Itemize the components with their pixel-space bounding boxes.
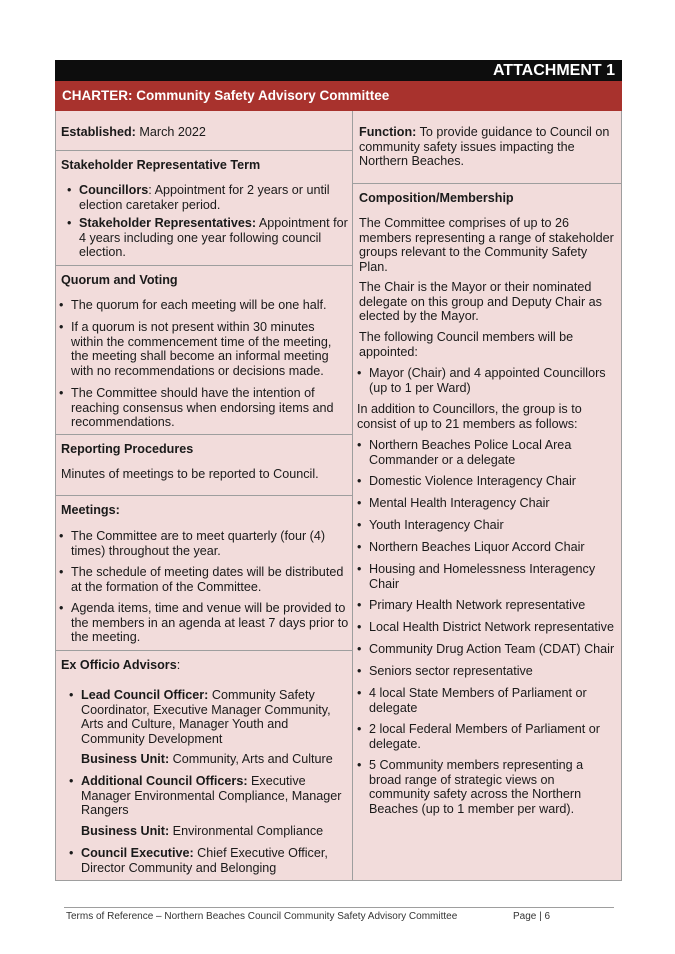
list-item: • Mayor (Chair) and 4 appointed Councillors (up to 1 per Ward) (369, 366, 617, 395)
business-unit-label: Business Unit: (81, 824, 170, 838)
list-item: • Northern Beaches Police Local Area Commander or a delegate (369, 438, 617, 467)
attachment-label: ATTACHMENT 1 (492, 62, 615, 79)
exofficio-item-label: Additional Council Officers: (81, 774, 248, 788)
list-item: • The quorum for each meeting will be one half. (71, 298, 347, 313)
exofficio-item-text: Executive Manager Environmental Compliance, Manager Rangers (81, 774, 342, 818)
stakeholder-item-text: : Appointment for 2 years or until election caretaker period. (79, 183, 330, 212)
list-item: • The Committee are to meet quarterly (four (4) times) throughout the year. (71, 529, 343, 558)
exofficio-heading: Ex Officio Advisors (61, 658, 177, 672)
stakeholder-item-label: Councillors (79, 183, 149, 197)
business-unit-label: Business Unit: (81, 752, 170, 766)
footer-divider (64, 907, 614, 908)
exofficio-item-text: Chief Executive Officer, Director Community and Belonging (81, 846, 328, 875)
list-item: • 5 Community members representing a broad range of strategic views on community safety across the Northern Beaches (up to 1 member per ward). (369, 758, 601, 816)
composition-paragraph: The following Council members will be appointed: (359, 330, 574, 359)
business-unit-text: Environmental Compliance (169, 824, 324, 838)
quorum-heading: Quorum and Voting (61, 273, 178, 287)
list-item: • 4 local State Members of Parliament or delegate (369, 686, 617, 715)
divider (353, 183, 622, 184)
established-label: Established: (61, 125, 136, 139)
reporting-heading: Reporting Procedures (61, 442, 194, 456)
business-unit-text: Community, Arts and Culture (169, 752, 333, 766)
list-item: • Primary Health Network representative (369, 598, 617, 613)
stakeholder-item-text: Appointment for 4 years including one year following council election. (79, 216, 348, 260)
exofficio-heading-row (61, 658, 180, 673)
exofficio-colon: : (176, 658, 181, 672)
list-item: • Housing and Homelessness Interagency Chair (369, 562, 609, 591)
right-column (352, 111, 622, 881)
exofficio-item-label: Council Executive: (81, 846, 194, 860)
meetings-heading: Meetings: (61, 503, 120, 517)
business-unit-row (81, 824, 343, 839)
list-item: • The schedule of meeting dates will be distributed at the formation of the Committee. (71, 565, 347, 594)
list-item: • 2 local Federal Members of Parliament or delegate. (369, 722, 617, 751)
divider (55, 150, 352, 151)
exofficio-item-text: Community Safety Coordinator, Executive Manager Community, Arts and Culture, Manager Youth and Community Development (81, 688, 331, 746)
composition-paragraph: The Committee comprises of up to 26 members representing a range of stakeholder groups relevant to the Community Safety Plan. (359, 216, 614, 274)
divider (55, 495, 352, 496)
list-item: • Northern Beaches Liquor Accord Chair (369, 540, 617, 555)
list-item: • Domestic Violence Interagency Chair (369, 474, 617, 489)
list-item: • Agenda items, time and venue will be provided to the members in an agenda at least 7 days prior to the meeting. (71, 601, 349, 645)
reporting-text: Minutes of meetings to be reported to Council. (61, 467, 319, 481)
stakeholder-item-label: Stakeholder Representatives: (79, 216, 257, 230)
list-item: • If a quorum is not present within 30 minutes within the commencement time of the meeting, the meeting shall become an informal meeting with no recommendations or decisions made. (71, 320, 347, 378)
function-row (359, 125, 617, 169)
list-item (81, 774, 347, 818)
footer-text: Terms of Reference – Northern Beaches Council Community Safety Advisory Committee (66, 911, 458, 922)
list-item: • The Committee should have the intention of reaching consensus when endorsing items and recommendations. (71, 386, 347, 430)
list-item (79, 183, 347, 212)
exofficio-item-label: Lead Council Officer: (81, 688, 209, 702)
divider (55, 265, 352, 266)
divider (55, 434, 352, 435)
list-item (81, 688, 343, 746)
established-row (61, 125, 346, 140)
function-label: Function: (359, 125, 417, 139)
divider (55, 650, 352, 651)
list-item (79, 216, 349, 260)
composition-heading: Composition/Membership (359, 191, 514, 205)
list-item: • Local Health District Network representative (369, 620, 619, 635)
list-item: • Community Drug Action Team (CDAT) Chair (369, 642, 621, 657)
business-unit-row (81, 752, 343, 767)
attachment-header-bar (55, 60, 622, 81)
page-number: Page | 6 (513, 911, 551, 922)
list-item: • Youth Interagency Chair (369, 518, 617, 533)
charter-title-bar (55, 81, 622, 111)
charter-title: CHARTER: Community Safety Advisory Committee (62, 88, 390, 103)
stakeholder-heading: Stakeholder Representative Term (61, 158, 261, 172)
composition-paragraph: The Chair is the Mayor or their nominated delegate on this group and Deputy Chair as elected by the Mayor. (359, 280, 602, 324)
established-value: March 2022 (135, 125, 206, 139)
list-item: • Mental Health Interagency Chair (369, 496, 617, 511)
function-text: To provide guidance to Council on community safety issues impacting the Northern Beaches. (359, 125, 610, 169)
list-item: • Seniors sector representative (369, 664, 617, 679)
list-item (81, 846, 343, 875)
composition-paragraph: In addition to Councillors, the group is to consist of up to 21 members as follows: (357, 402, 582, 431)
